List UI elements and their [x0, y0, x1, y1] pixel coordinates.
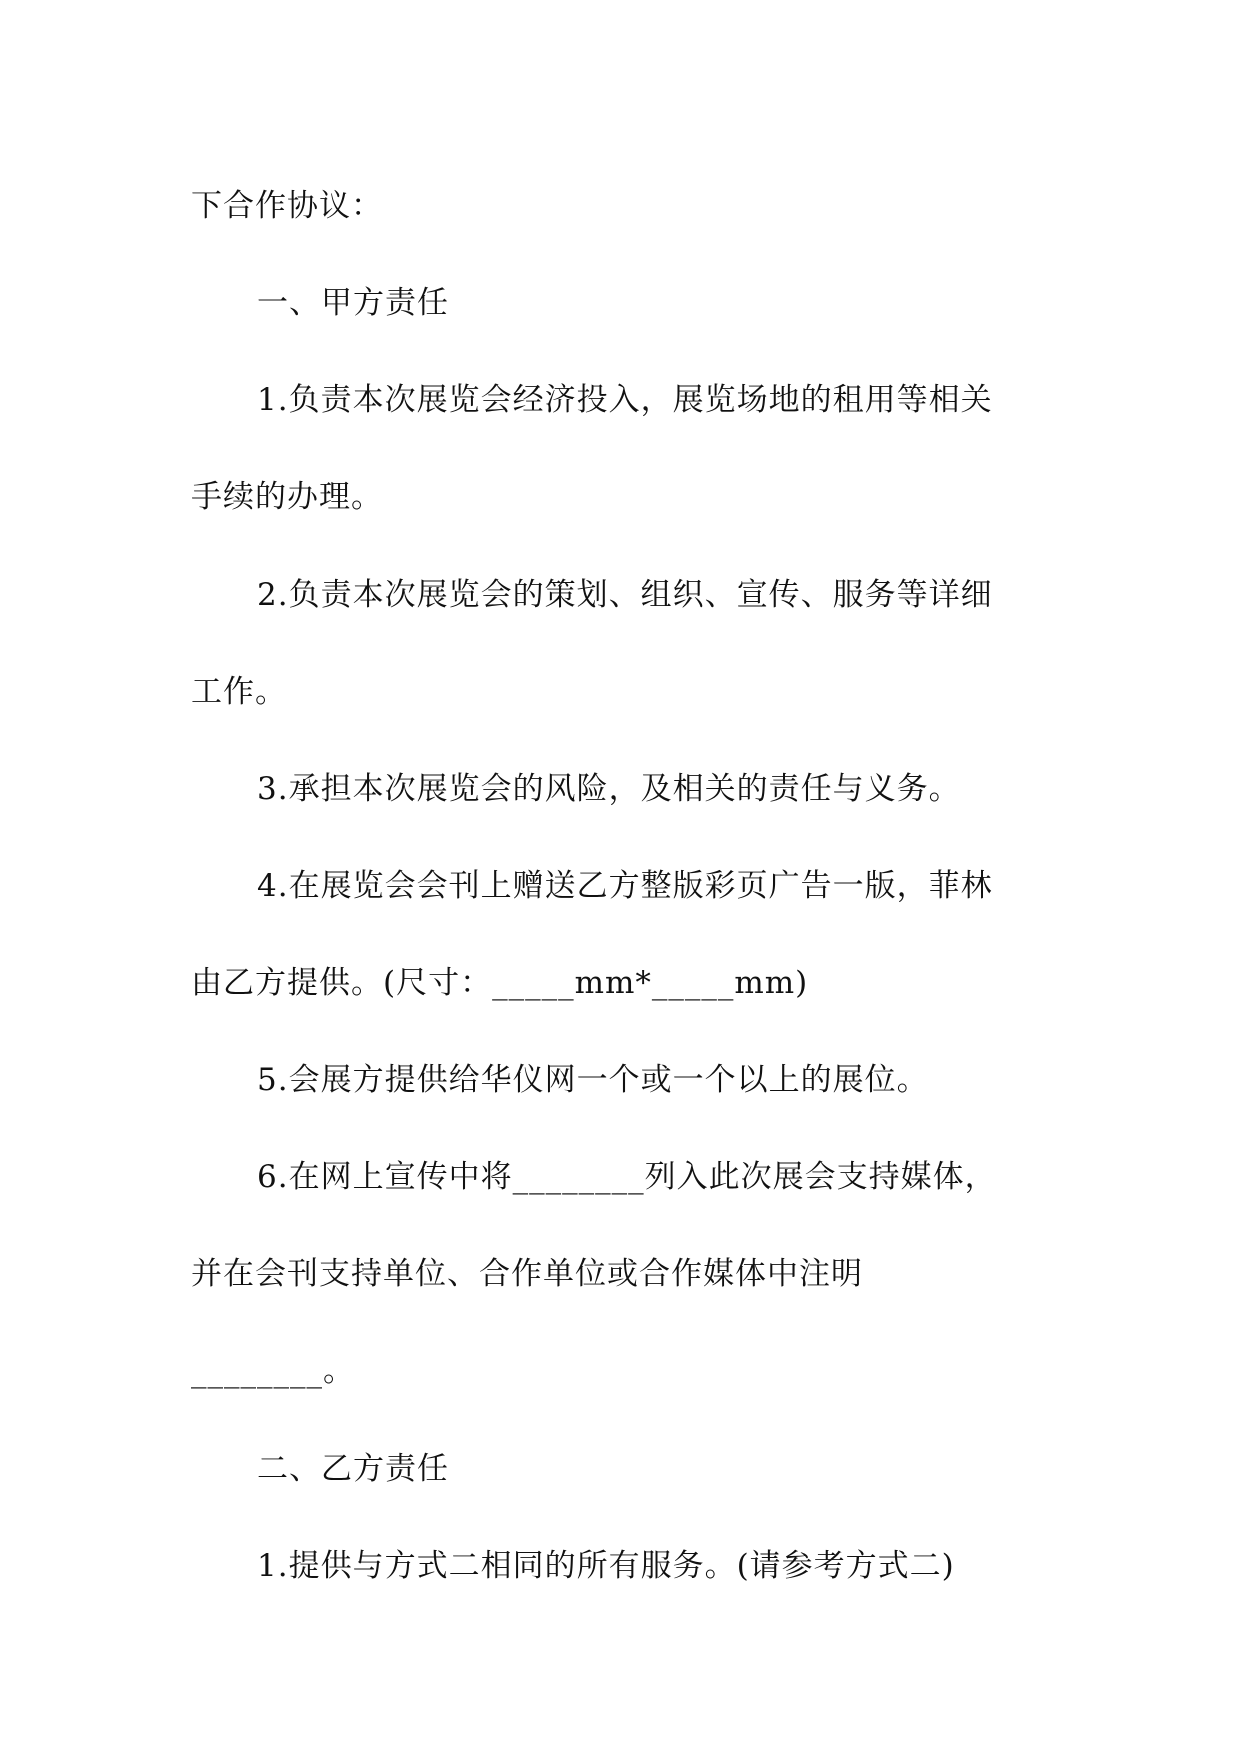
party-a-item-1-continued: 手续的办理。 — [191, 479, 383, 515]
party-a-item-2-continued: 工作。 — [191, 674, 287, 710]
party-a-item-6-continued-2: ________。 — [191, 1353, 355, 1389]
section-heading-party-a: 一、甲方责任 — [257, 285, 449, 321]
party-a-item-2: 2.负责本次展览会的策划、组织、宣传、服务等详细 — [257, 577, 993, 613]
intro-line: 下合作协议： — [191, 188, 383, 224]
section-heading-party-b: 二、乙方责任 — [257, 1451, 449, 1487]
party-a-item-6-continued: 并在会刊支持单位、合作单位或合作媒体中注明 — [191, 1256, 863, 1292]
party-a-item-3: 3.承担本次展览会的风险，及相关的责任与义务。 — [257, 771, 961, 807]
party-a-item-1: 1.负责本次展览会经济投入，展览场地的租用等相关 — [257, 382, 993, 418]
party-a-item-4: 4.在展览会会刊上赠送乙方整版彩页广告一版，菲林 — [257, 868, 993, 904]
party-a-item-5: 5.会展方提供给华仪网一个或一个以上的展位。 — [257, 1062, 929, 1098]
party-b-item-1: 1.提供与方式二相同的所有服务。(请参考方式二) — [257, 1548, 955, 1584]
party-a-item-4-continued: 由乙方提供。(尺寸：_____mm*_____mm) — [191, 965, 809, 1001]
party-a-item-6: 6.在网上宣传中将________列入此次展会支持媒体， — [257, 1159, 997, 1195]
